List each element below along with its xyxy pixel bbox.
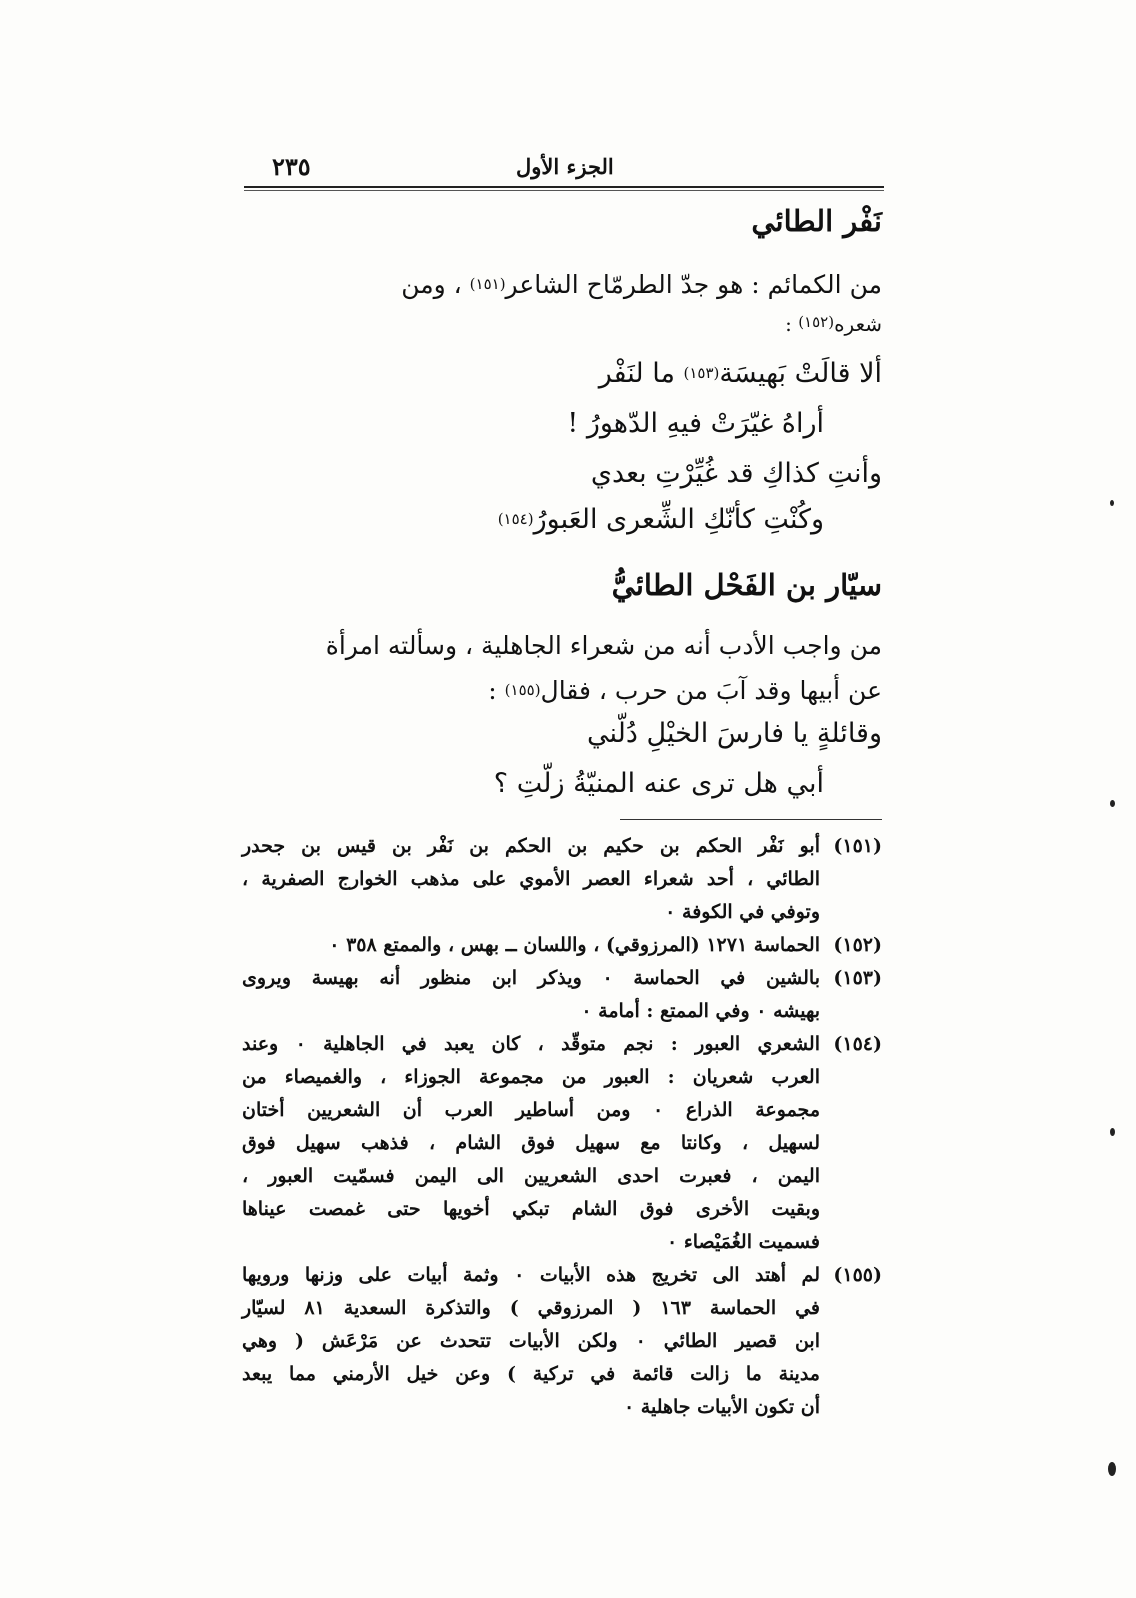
verse-1b: أراهُ غيّرَتْ فيهِ الدّهورُ ! xyxy=(567,408,824,439)
footnote-line: اليمن ، فعبرت احدى الشعريين الى اليمن فسمّيت العبور ، xyxy=(242,1165,820,1187)
footnote-ref-152[interactable]: (١٥٢) xyxy=(798,313,835,331)
verse-3b: أبي هل ترى عنه المنيّةُ زلّتِ ؟ xyxy=(493,768,824,799)
footnote-line: بالشين في الحماسة ٠ ويذكر ابن منظور أنه بهيسة ويروى xyxy=(242,967,820,989)
footnote-ref-153[interactable]: (١٥٣) xyxy=(683,364,720,382)
running-head: الجزء الأول xyxy=(516,154,614,179)
footnote-ref-154[interactable]: (١٥٤) xyxy=(497,510,534,528)
footnote-line: الشعري العبور : نجم متوقّد ، كان يعبد في الجاهلية ٠ وعند xyxy=(242,1033,820,1055)
footnote-number: (١٥٥) xyxy=(833,1264,882,1286)
footnote-line: مجموعة الذراع ٠ ومن أساطير العرب أن الشعريين أختان xyxy=(242,1099,820,1121)
scan-speck xyxy=(1110,800,1115,807)
verse-2b: وكُنْتِ كأنّكِ الشِّعرى العَبورُ$^{(١٥٤)}$ xyxy=(497,504,824,535)
footnote-line: الحماسة ١٢٧١ (المرزوقي) ، واللسان ــ بهس ، والممتع ٣٥٨ ٠ xyxy=(329,934,820,956)
footnote-line: أبو نَفْر الحكم بن حكيم بن الحكم بن نَفْر بن قيس بن جحدر xyxy=(242,835,820,857)
header-rule xyxy=(244,186,884,188)
footnote-line: لم أهتد الى تخريج هذه الأبيات ٠ وثمة أبيات على وزنها ورويها xyxy=(242,1264,820,1286)
section1-intro-line2: شعره$^{(١٥٢)}$ : xyxy=(785,312,882,336)
scan-speck xyxy=(1110,500,1114,506)
section2-intro xyxy=(242,624,882,713)
footnote-line: لسهيل ، وكانتا مع سهيل فوق الشام ، فذهب سهيل فوق xyxy=(242,1132,820,1154)
footnote-line: بهيشه ٠ وفي الممتع : أمامة ٠ xyxy=(581,1000,820,1022)
page-number: ٢٣٥ xyxy=(272,152,311,181)
section2-intro-line1: من واجب الأدب أنه من شعراء الجاهلية ، وسألته امرأة xyxy=(325,631,882,660)
footnote-rule xyxy=(620,819,882,820)
section-title-sayyar: سيّار بن الفَحْل الطائيُّ xyxy=(611,568,882,602)
footnote-151 xyxy=(242,830,882,929)
section2-intro-line2: عن أبيها وقد آبَ من حرب ، فقال$^{(١٥٥)}$ : xyxy=(488,676,882,705)
footnote-line: وتوفي في الكوفة ٠ xyxy=(665,901,820,923)
footnote-number: (١٥٣) xyxy=(833,967,882,989)
footnote-line: في الحماسة ١٦٣ ( المرزوقي ) والتذكرة السعدية ٨١ لسيّار xyxy=(242,1297,820,1319)
footnote-ref-155[interactable]: (١٥٥) xyxy=(504,681,541,699)
footnote-153 xyxy=(242,962,882,1028)
footnote-line: وبقيت الأخرى فوق الشام تبكي أخويها حتى غمصت عيناها xyxy=(242,1198,820,1220)
footnote-number: (١٥٤) xyxy=(833,1033,882,1055)
footnote-line: أن تكون الأبيات جاهلية ٠ xyxy=(623,1396,820,1418)
verse-3a: وقائلةٍ يا فارسَ الخيْلِ دُلّني xyxy=(587,718,882,749)
section-title-nafr: نَفْر الطائي xyxy=(751,204,882,238)
header-rule-thin xyxy=(244,190,884,191)
footnote-ref-151[interactable]: (١٥١) xyxy=(469,275,506,293)
page-header xyxy=(244,150,882,184)
footnote-line: مدينة ما زالت قائمة في تركية ) وعن خيل الأرمني مما يبعد xyxy=(242,1363,820,1385)
footnote-154 xyxy=(242,1028,882,1259)
footnote-number: (١٥١) xyxy=(833,835,882,857)
verse-2a: وأنتِ كذاكِ قد غُيِّرْتِ بعدي xyxy=(590,458,882,489)
footnotes xyxy=(242,830,882,1424)
footnote-line: العرب شعريان : العبور من مجموعة الجوزاء ، والغميصاء من xyxy=(242,1066,820,1088)
scan-speck xyxy=(1110,1128,1115,1136)
footnote-line: ابن قصير الطائي ٠ ولكن الأبيات تتحدث عن مَرْعَش ( وهي xyxy=(242,1330,820,1352)
section1-intro xyxy=(242,262,882,307)
footnote-line: الطائي ، أحد شعراء العصر الأموي على مذهب الخوارج الصفرية ، xyxy=(242,868,820,890)
scan-speck xyxy=(1108,1462,1116,1476)
footnote-line: فسميت الغُمَيْصاء ٠ xyxy=(666,1231,820,1253)
section1-intro-line1: من الكمائم : هو جدّ الطرمّاح الشاعر$^{(١٥١)}$ ، ومن xyxy=(401,270,882,299)
footnote-number: (١٥٢) xyxy=(833,934,882,956)
verse-1a: ألا قالَتْ بَهيسَة$^{(١٥٣)}$ ما لنَفْر xyxy=(598,358,882,389)
footnote-152 xyxy=(242,929,882,962)
footnote-155 xyxy=(242,1259,882,1424)
